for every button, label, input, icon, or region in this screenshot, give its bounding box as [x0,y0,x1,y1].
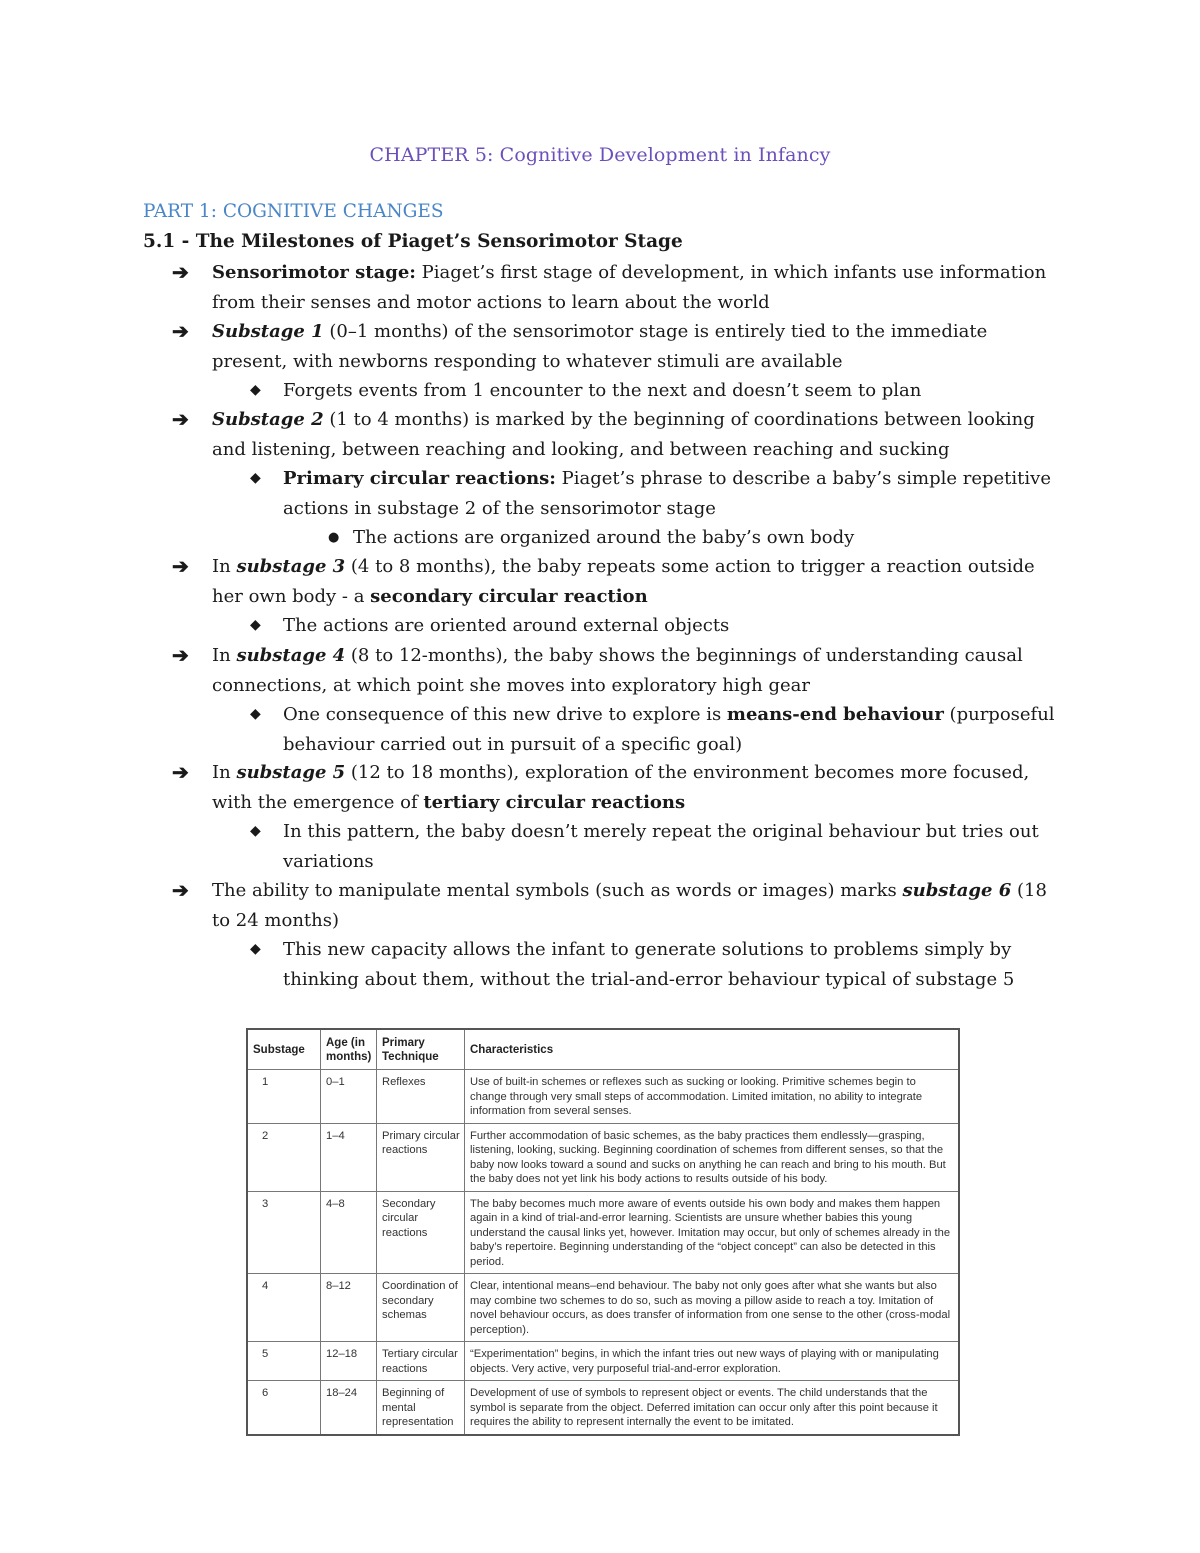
cell-technique: Primary circular reactions [377,1123,465,1191]
cell-characteristics: Use of built-in schemes or reflexes such as sucking or looking. Primitive schemes begin to change through very small steps of accommodation. Limited imitation, no ability to integrate information from several senses. [465,1070,960,1124]
cell-substage: 4 [247,1274,321,1342]
table-row [247,1381,959,1435]
cell-technique: Reflexes [377,1070,465,1124]
cell-age: 0–1 [321,1070,377,1124]
header-substage: Substage [247,1029,321,1070]
diamond-bullet-icon: ◆ [250,470,261,486]
cell-age: 1–4 [321,1123,377,1191]
right-arrow-icon: ➔ [172,878,189,902]
header-age: Age (in months) [321,1029,377,1070]
bullet-sensorimotor-stage: Sensorimotor stage: Piaget’s first stage of development, in which infants use information from their senses and motor actions to learn about the world [212,262,1047,313]
cell-characteristics: The baby becomes much more aware of events outside his own body and makes them happen again in a kind of trial-and-error learning. Scientists are unsure whether babies this young understand the causal links yet, however. Imitation may occur, but only of schemes already in the baby’s repertoire. Beginning understanding of the “object concept” can also be detected in this period. [465,1191,960,1274]
bullet-substage-5: In substage 5 (12 to 18 months), exploration of the environment becomes more focused, with the emergence of tertiary circular reactions [212,762,1030,813]
cell-technique: Coordination of secondary schemas [377,1274,465,1342]
right-arrow-icon: ➔ [172,319,189,343]
diamond-bullet-icon: ◆ [250,382,261,398]
sub-bullet: Primary circular reactions: Piaget’s phrase to describe a baby’s simple repetitive actions in substage 2 of the sensorimotor stage [283,468,1051,519]
bullet-substage-4: In substage 4 (8 to 12-months), the baby shows the beginnings of understanding causal connections, at which point she moves into exploratory high gear [212,645,1023,696]
table-row [247,1342,959,1381]
table-header-row [247,1029,959,1070]
cell-substage: 2 [247,1123,321,1191]
section-heading: 5.1 - The Milestones of Piaget’s Sensorimotor Stage [143,231,683,252]
cell-technique: Beginning of mental representation [377,1381,465,1435]
cell-substage: 1 [247,1070,321,1124]
sub-bullet: The actions are oriented around external objects [283,615,730,636]
cell-substage: 5 [247,1342,321,1381]
bullet-substage-2: Substage 2 (1 to 4 months) is marked by the beginning of coordinations between looking and listening, between reaching and looking, and between reaching and sucking [212,409,1035,460]
header-characteristics: Characteristics [465,1029,960,1070]
bullet-substage-6: The ability to manipulate mental symbols (such as words or images) marks substage 6 (18 to 24 months) [212,880,1047,931]
cell-technique: Secondary circular reactions [377,1191,465,1274]
right-arrow-icon: ➔ [172,407,189,431]
cell-characteristics: Further accommodation of basic schemes, as the baby practices them endlessly—grasping, listening, looking, sucking. Beginning coordination of schemes from different senses, so that the baby now looks toward a sound and sucks on anything he can reach and bring to his mouth. But the baby does not yet link his body actions to results outside of his body. [465,1123,960,1191]
cell-characteristics: Development of use of symbols to represent object or events. The child understands that the symbol is separate from the object. Deferred imitation can occur only after this point because it requires the ability to represent internally the event to be imitated. [465,1381,960,1435]
diamond-bullet-icon: ◆ [250,617,261,633]
right-arrow-icon: ➔ [172,260,189,284]
cell-substage: 6 [247,1381,321,1435]
sub-sub-bullet: The actions are organized around the baby’s own body [353,527,855,548]
dot-bullet-icon: ● [328,530,340,545]
table-row [247,1274,959,1342]
cell-substage: 3 [247,1191,321,1274]
sub-bullet: One consequence of this new drive to explore is means-end behaviour (purposeful behaviour carried out in pursuit of a specific goal) [283,704,1055,755]
diamond-bullet-icon: ◆ [250,823,261,839]
cell-characteristics: “Experimentation” begins, in which the infant tries out new ways of playing with or manipulating objects. Very active, very purposeful trial-and-error exploration. [465,1342,960,1381]
part-heading: PART 1: COGNITIVE CHANGES [143,201,444,222]
bullet-substage-1: Substage 1 (0–1 months) of the sensorimotor stage is entirely tied to the immediate present, with newborns responding to whatever stimuli are available [212,321,988,372]
bullet-substage-3: In substage 3 (4 to 8 months), the baby repeats some action to trigger a reaction outside her own body - a secondary circular reaction [212,556,1035,607]
sub-bullet: Forgets events from 1 encounter to the next and doesn’t seem to plan [283,380,922,401]
cell-age: 8–12 [321,1274,377,1342]
table-row [247,1123,959,1191]
cell-technique: Tertiary circular reactions [377,1342,465,1381]
right-arrow-icon: ➔ [172,554,189,578]
header-technique: Primary Technique [377,1029,465,1070]
table-row [247,1191,959,1274]
table-row [247,1070,959,1124]
sub-bullet: This new capacity allows the infant to generate solutions to problems simply by thinking about them, without the trial-and-error behaviour typical of substage 5 [283,939,1015,990]
right-arrow-icon: ➔ [172,760,189,784]
sub-bullet: In this pattern, the baby doesn’t merely repeat the original behaviour but tries out variations [283,821,1039,872]
diamond-bullet-icon: ◆ [250,941,261,957]
right-arrow-icon: ➔ [172,643,189,667]
cell-characteristics: Clear, intentional means–end behaviour. The baby not only goes after what she wants but also may combine two schemes to do so, such as moving a pillow aside to reach a toy. Imitation of novel behaviour occurs, as does transfer of information from one sense to the other (cross-modal perception). [465,1274,960,1342]
sensorimotor-substages-table [246,1028,960,1436]
cell-age: 18–24 [321,1381,377,1435]
cell-age: 4–8 [321,1191,377,1274]
diamond-bullet-icon: ◆ [250,706,261,722]
chapter-title: CHAPTER 5: Cognitive Development in Infancy [369,144,831,166]
cell-age: 12–18 [321,1342,377,1381]
